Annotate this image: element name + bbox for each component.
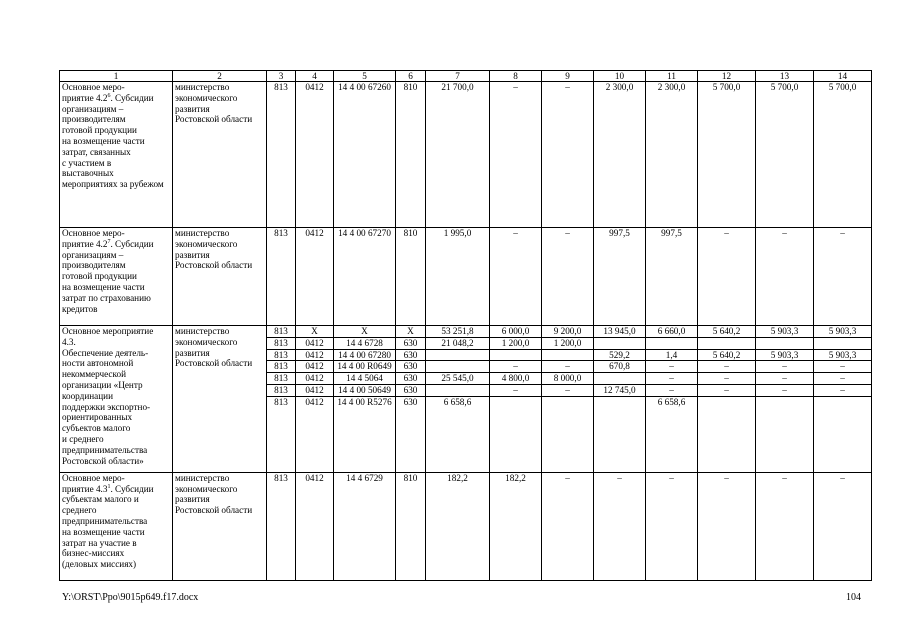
grbs-cell: 813	[267, 349, 296, 361]
table-row	[60, 326, 872, 338]
csr-cell: 14 4 00 R0649	[334, 361, 396, 373]
value-cell: –	[756, 384, 814, 396]
csr-cell: 14 4 00 50649	[334, 384, 396, 396]
csr-cell: 14 4 00 67260	[334, 82, 396, 228]
activity-name-cell: Основное меро- приятие $4.3^1$. Субсидии субъектам малого и среднего предпринимательства на возмещение части затрат на участие в бизнес-миссиях (деловых миссиях)	[60, 472, 173, 580]
grbs-cell: 813	[267, 361, 296, 373]
page-number: 104	[846, 592, 861, 603]
value-cell	[814, 396, 872, 472]
rzpr-cell: Х	[296, 326, 334, 338]
rzpr-cell: 0412	[296, 349, 334, 361]
vr-cell: 810	[396, 82, 426, 228]
value-cell: –	[814, 373, 872, 385]
grbs-cell: 813	[267, 326, 296, 338]
csr-cell: 14 4 00 R5276	[334, 396, 396, 472]
value-cell: –	[756, 361, 814, 373]
col-header: 13	[756, 71, 814, 82]
grbs-cell: 813	[267, 82, 296, 228]
header-row	[60, 71, 872, 82]
table-row	[60, 82, 872, 228]
grbs-cell: 813	[267, 472, 296, 580]
value-cell: 997,5	[646, 228, 698, 326]
rzpr-cell: 0412	[296, 472, 334, 580]
value-cell: 182,2	[426, 472, 490, 580]
col-header: 3	[267, 71, 296, 82]
value-cell: 25 545,0	[426, 373, 490, 385]
value-cell: 5 903,3	[814, 326, 872, 338]
value-cell: 529,2	[594, 349, 646, 361]
value-cell	[698, 396, 756, 472]
value-cell: 12 745,0	[594, 384, 646, 396]
value-cell: 5 700,0	[698, 82, 756, 228]
value-cell: –	[646, 373, 698, 385]
value-cell	[490, 349, 542, 361]
value-cell: –	[646, 361, 698, 373]
value-cell: –	[698, 361, 756, 373]
value-cell	[756, 337, 814, 349]
vr-cell: 630	[396, 384, 426, 396]
value-cell: –	[542, 228, 594, 326]
rzpr-cell: 0412	[296, 361, 334, 373]
value-cell: 5 640,2	[698, 349, 756, 361]
csr-cell: 14 4 5064	[334, 373, 396, 385]
value-cell	[542, 396, 594, 472]
grbs-cell: 813	[267, 373, 296, 385]
value-cell	[426, 361, 490, 373]
col-header: 7	[426, 71, 490, 82]
value-cell	[426, 349, 490, 361]
activity-name-cell: Основное мероприятие 4.3. Обеспечение деятель- ности автономной некоммерческой организации «Центр координации поддержки экспортно- ориентированных субъектов малого и среднего предпринимательства Ростовской области»	[60, 326, 173, 473]
grbs-cell: 813	[267, 396, 296, 472]
value-cell: –	[814, 384, 872, 396]
csr-cell: 14 4 00 67270	[334, 228, 396, 326]
value-cell	[594, 373, 646, 385]
value-cell: 6 658,6	[646, 396, 698, 472]
value-cell	[698, 337, 756, 349]
value-cell: –	[542, 472, 594, 580]
value-cell: –	[542, 384, 594, 396]
value-cell: 21 700,0	[426, 82, 490, 228]
value-cell: –	[490, 82, 542, 228]
value-cell: 2 300,0	[646, 82, 698, 228]
value-cell: 8 000,0	[542, 373, 594, 385]
col-header: 5	[334, 71, 396, 82]
value-cell: 21 048,2	[426, 337, 490, 349]
col-header: 1	[60, 71, 173, 82]
value-cell: –	[490, 228, 542, 326]
value-cell	[542, 349, 594, 361]
rzpr-cell: 0412	[296, 82, 334, 228]
value-cell: –	[594, 472, 646, 580]
value-cell	[814, 337, 872, 349]
rzpr-cell: 0412	[296, 228, 334, 326]
value-cell: 670,8	[594, 361, 646, 373]
ministry-cell: министерство экономического развития Ростовской области	[173, 228, 267, 326]
value-cell: 5 903,3	[756, 326, 814, 338]
value-cell: 6 000,0	[490, 326, 542, 338]
csr-cell: Х	[334, 326, 396, 338]
table-row	[60, 472, 872, 580]
value-cell: 6 658,6	[426, 396, 490, 472]
vr-cell: 630	[396, 396, 426, 472]
footer-file-path: Y:\ORST\Ppo\9015p649.f17.docx	[62, 592, 199, 603]
ministry-cell: министерство экономического развития Ростовской области	[173, 82, 267, 228]
activity-name-cell: Основное меро- приятие $4.2^7$. Субсидии организациям – производителям готовой продукции на возмещение части затрат по страхованию кредитов	[60, 228, 173, 326]
value-cell: 1 200,0	[490, 337, 542, 349]
vr-cell: Х	[396, 326, 426, 338]
value-cell: 5 700,0	[814, 82, 872, 228]
value-cell: 13 945,0	[594, 326, 646, 338]
value-cell: –	[698, 228, 756, 326]
vr-cell: 630	[396, 337, 426, 349]
grbs-cell: 813	[267, 228, 296, 326]
col-header: 6	[396, 71, 426, 82]
value-cell: 1 995,0	[426, 228, 490, 326]
value-cell	[426, 384, 490, 396]
value-cell	[594, 396, 646, 472]
value-cell	[490, 396, 542, 472]
rzpr-cell: 0412	[296, 373, 334, 385]
col-header: 14	[814, 71, 872, 82]
value-cell: –	[698, 384, 756, 396]
value-cell: –	[490, 384, 542, 396]
rzpr-cell: 0412	[296, 384, 334, 396]
rzpr-cell: 0412	[296, 337, 334, 349]
csr-cell: 14 4 6728	[334, 337, 396, 349]
value-cell: 6 660,0	[646, 326, 698, 338]
col-header: 2	[173, 71, 267, 82]
value-cell: –	[698, 472, 756, 580]
value-cell: 1 200,0	[542, 337, 594, 349]
col-header: 10	[594, 71, 646, 82]
col-header: 9	[542, 71, 594, 82]
rzpr-cell: 0412	[296, 396, 334, 472]
col-header: 12	[698, 71, 756, 82]
grbs-cell: 813	[267, 384, 296, 396]
col-header: 11	[646, 71, 698, 82]
vr-cell: 810	[396, 228, 426, 326]
grbs-cell: 813	[267, 337, 296, 349]
table-row	[60, 228, 872, 326]
value-cell: 5 700,0	[756, 82, 814, 228]
value-cell: 1,4	[646, 349, 698, 361]
value-cell: –	[756, 373, 814, 385]
value-cell: 997,5	[594, 228, 646, 326]
value-cell: –	[814, 361, 872, 373]
vr-cell: 630	[396, 361, 426, 373]
csr-cell: 14 4 6729	[334, 472, 396, 580]
vr-cell: 630	[396, 373, 426, 385]
value-cell: –	[490, 361, 542, 373]
value-cell	[756, 396, 814, 472]
col-header: 8	[490, 71, 542, 82]
value-cell: –	[756, 228, 814, 326]
col-header: 4	[296, 71, 334, 82]
vr-cell: 630	[396, 349, 426, 361]
table-body	[60, 71, 872, 581]
value-cell: 4 800,0	[490, 373, 542, 385]
value-cell	[594, 337, 646, 349]
csr-cell: 14 4 00 67280	[334, 349, 396, 361]
value-cell: 182,2	[490, 472, 542, 580]
activity-name-cell: Основное меро- приятие $4.2^6$. Субсидии организациям – производителям готовой продукции на возмещение части затрат, связанных с участием в выставочных мероприятиях за рубежом	[60, 82, 173, 228]
value-cell: –	[542, 82, 594, 228]
value-cell: 9 200,0	[542, 326, 594, 338]
value-cell: –	[646, 472, 698, 580]
value-cell: 53 251,8	[426, 326, 490, 338]
value-cell: –	[542, 361, 594, 373]
value-cell	[646, 337, 698, 349]
budget-table	[59, 70, 872, 581]
vr-cell: 810	[396, 472, 426, 580]
value-cell: 2 300,0	[594, 82, 646, 228]
value-cell: –	[814, 228, 872, 326]
value-cell: 5 903,3	[756, 349, 814, 361]
value-cell: 5 903,3	[814, 349, 872, 361]
value-cell: –	[814, 472, 872, 580]
ministry-cell: министерство экономического развития Ростовской области	[173, 472, 267, 580]
value-cell: –	[646, 384, 698, 396]
value-cell: –	[756, 472, 814, 580]
value-cell: –	[698, 373, 756, 385]
ministry-cell: министерство экономического развития Ростовской области	[173, 326, 267, 473]
value-cell: 5 640,2	[698, 326, 756, 338]
